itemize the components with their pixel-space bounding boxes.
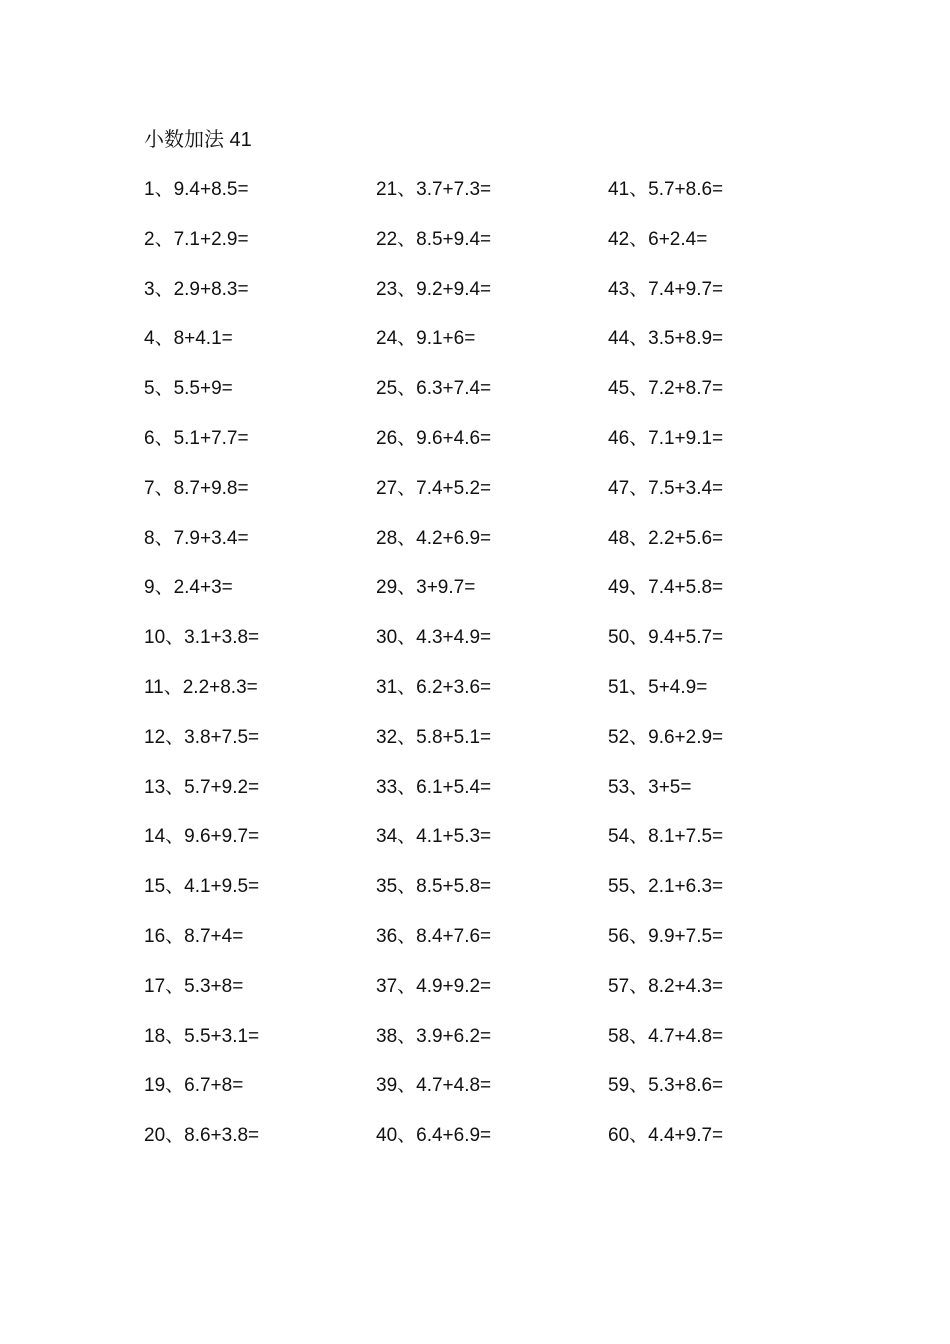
problem-item: 15、4.1+9.5= xyxy=(144,876,260,898)
problem-item: 49、7.4+5.8= xyxy=(608,577,724,599)
worksheet-title: 小数加法 41 xyxy=(144,129,252,151)
problem-item: 56、9.9+7.5= xyxy=(608,925,724,947)
problem-item: 11、2.2+8.3= xyxy=(144,676,258,698)
problem-item: 5、5.5+9= xyxy=(144,378,233,400)
problem-item: 22、8.5+9.4= xyxy=(376,228,492,250)
problem-item: 43、7.4+9.7= xyxy=(608,278,724,300)
problem-item: 6、5.1+7.7= xyxy=(144,427,249,449)
problem-item: 38、3.9+6.2= xyxy=(376,1025,492,1047)
problem-item: 18、5.5+3.1= xyxy=(144,1025,260,1047)
problem-item: 58、4.7+4.8= xyxy=(608,1025,724,1047)
problem-item: 1、9.4+8.5= xyxy=(144,179,249,200)
problem-column-2 xyxy=(376,176,606,1172)
problem-column-3 xyxy=(608,176,838,1172)
problem-item: 60、4.4+9.7= xyxy=(608,1125,724,1147)
problem-item: 53、3+5= xyxy=(608,776,692,798)
problem-item: 28、4.2+6.9= xyxy=(376,527,492,549)
problem-item: 3、2.9+8.3= xyxy=(144,278,249,300)
problem-item: 42、6+2.4= xyxy=(608,228,708,250)
problem-item: 10、3.1+3.8= xyxy=(144,627,260,649)
problem-item: 4、8+4.1= xyxy=(144,328,233,350)
problem-item: 31、6.2+3.6= xyxy=(376,676,492,698)
problem-item: 37、4.9+9.2= xyxy=(376,975,492,997)
problem-item: 20、8.6+3.8= xyxy=(144,1125,260,1147)
problem-item: 50、9.4+5.7= xyxy=(608,627,724,649)
problem-item: 2、7.1+2.9= xyxy=(144,228,249,250)
problem-item: 29、3+9.7= xyxy=(376,577,476,599)
problem-item: 26、9.6+4.6= xyxy=(376,427,492,449)
problem-item: 16、8.7+4= xyxy=(144,925,244,947)
problem-item: 9、2.4+3= xyxy=(144,577,233,599)
problem-item: 19、6.7+8= xyxy=(144,1075,244,1097)
problem-item: 41、5.7+8.6= xyxy=(608,179,724,200)
problem-item: 27、7.4+5.2= xyxy=(376,477,492,499)
problem-item: 7、8.7+9.8= xyxy=(144,477,249,499)
problem-item: 35、8.5+5.8= xyxy=(376,876,492,898)
problem-item: 30、4.3+4.9= xyxy=(376,627,492,649)
problem-column-1 xyxy=(144,176,374,1172)
problem-item: 14、9.6+9.7= xyxy=(144,826,260,848)
problem-item: 17、5.3+8= xyxy=(144,975,244,997)
problem-item: 8、7.9+3.4= xyxy=(144,527,249,549)
problem-item: 59、5.3+8.6= xyxy=(608,1075,724,1097)
problem-item: 34、4.1+5.3= xyxy=(376,826,492,848)
problem-item: 40、6.4+6.9= xyxy=(376,1125,492,1147)
problem-item: 48、2.2+5.6= xyxy=(608,527,724,549)
problem-item: 33、6.1+5.4= xyxy=(376,776,492,798)
problem-item: 24、9.1+6= xyxy=(376,328,476,350)
problem-item: 55、2.1+6.3= xyxy=(608,876,724,898)
problem-item: 44、3.5+8.9= xyxy=(608,328,724,350)
problem-item: 57、8.2+4.3= xyxy=(608,975,724,997)
problem-item: 51、5+4.9= xyxy=(608,676,708,698)
problem-item: 21、3.7+7.3= xyxy=(376,179,492,200)
problem-item: 46、7.1+9.1= xyxy=(608,427,724,449)
problem-item: 54、8.1+7.5= xyxy=(608,826,724,848)
problem-item: 12、3.8+7.5= xyxy=(144,726,260,748)
problem-item: 52、9.6+2.9= xyxy=(608,726,724,748)
problem-item: 39、4.7+4.8= xyxy=(376,1075,492,1097)
problem-item: 36、8.4+7.6= xyxy=(376,925,492,947)
problem-item: 47、7.5+3.4= xyxy=(608,477,724,499)
problem-item: 25、6.3+7.4= xyxy=(376,378,492,400)
problem-item: 13、5.7+9.2= xyxy=(144,776,260,798)
problem-item: 23、9.2+9.4= xyxy=(376,278,492,300)
problem-item: 32、5.8+5.1= xyxy=(376,726,492,748)
problem-item: 45、7.2+8.7= xyxy=(608,378,724,400)
